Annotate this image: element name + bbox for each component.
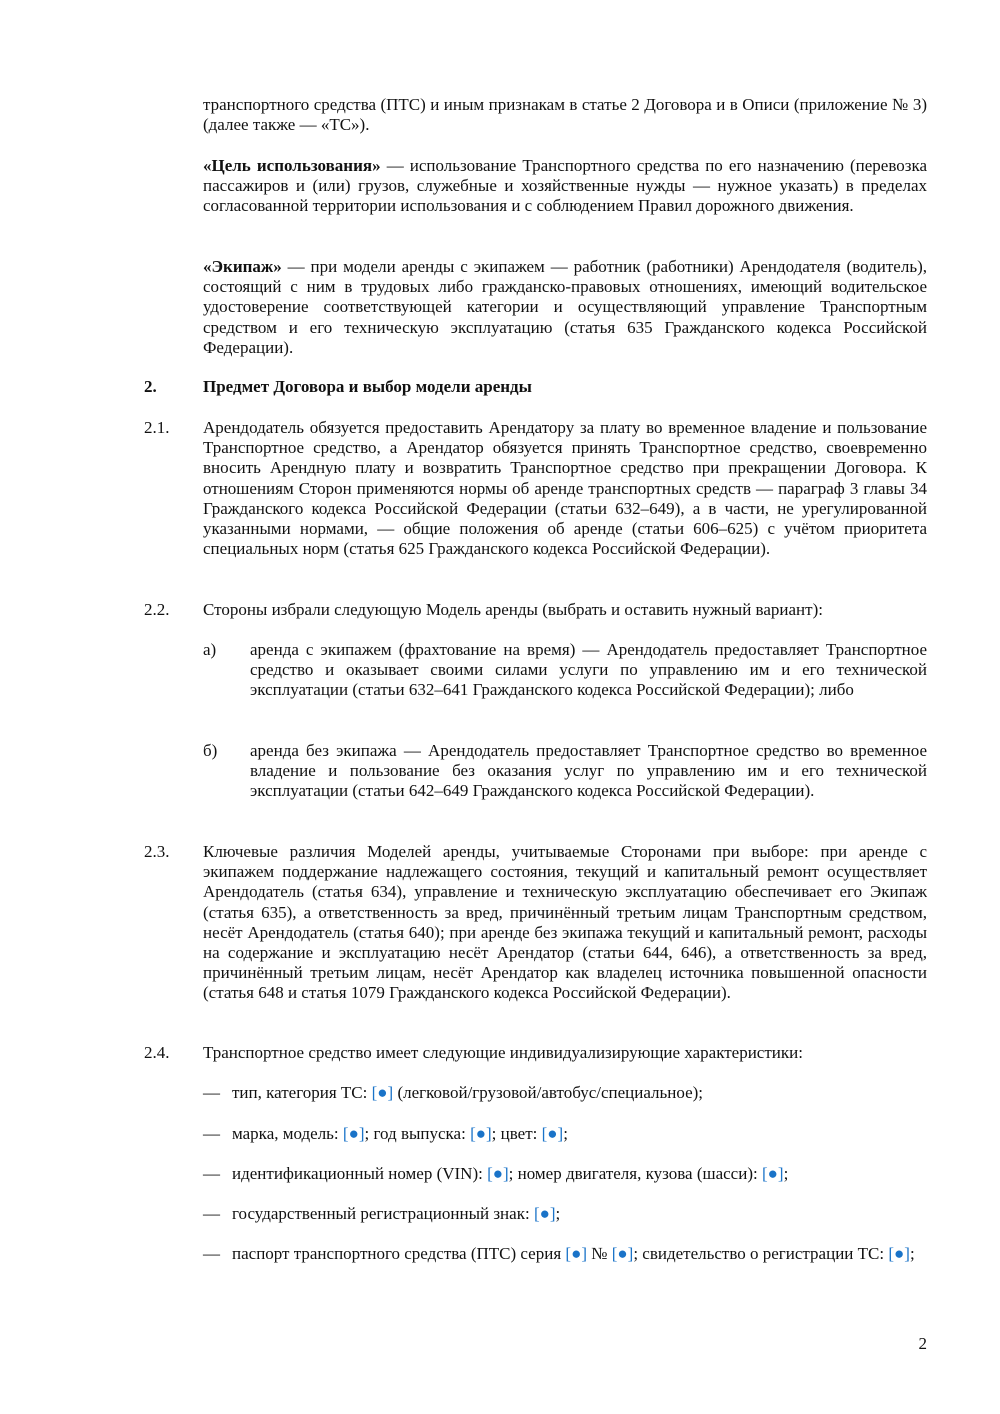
- clause-2-1: [144, 418, 927, 559]
- label: государственный регистрационный знак:: [232, 1204, 534, 1223]
- dash-marker: —: [203, 1204, 220, 1223]
- placeholder: [●]: [541, 1124, 564, 1143]
- clause-text: Арендодатель обязуется предоставить Арендатору за плату во временное владение и пользование Транспортное средство, а Арендатор обязуется принять Транспортное средство, своевременно вносить Арендную плату и возвратить Транспортное средство при прекращении Договора. К отношениям Сторон применяются нормы об аренде транспортных средств — параграф 3 главы 34 Гражданского кодекса Российской Федерации (статьи 632–649), а в части, не урегулированной указанными нормами, — общие положения об аренде (статьи 606–625) с учётом приоритета специальных норм (статья 625 Гражданского кодекса Российской Федерации).: [203, 418, 927, 559]
- crew-text: — при модели аренды с экипажем — работник (работники) Арендодателя (водитель), состоящий с ним в трудовых либо гражданско-правовых отношениях, имеющий водительское удостоверение соответствующей категории и осуществляющий управление Транспортным средством и его техническую эксплуатацию (статья 635 Гражданского кодекса Российской Федерации).: [203, 257, 927, 357]
- label: идентификационный номер (VIN):: [232, 1164, 488, 1183]
- clause-text: Транспортное средство имеет следующие индивидуализирующие характеристики:: [203, 1043, 803, 1062]
- char-type: [203, 1083, 927, 1103]
- dash-marker: —: [203, 1244, 220, 1263]
- label: ; год выпуска:: [364, 1124, 471, 1143]
- char-vin-text: [232, 1164, 927, 1184]
- label: ;: [909, 1244, 915, 1263]
- dash-marker: —: [203, 1164, 220, 1183]
- purpose-term: «Цель использования»: [203, 156, 381, 175]
- clause-number: 2.4.: [144, 1043, 170, 1062]
- label: №: [587, 1244, 612, 1263]
- label: ; цвет:: [491, 1124, 542, 1143]
- placeholder: [●]: [342, 1124, 365, 1143]
- purpose-text: — использование Транспортного средства по его назначению (перевозка пассажиров и (или) грузов, служебные и хозяйственные нужды — нужное указать) в пределах согласованной территории использования и с соблюдением Правил дорожного движения.: [203, 156, 928, 216]
- label: ; свидетельство о регистрации ТС:: [633, 1244, 889, 1263]
- clause-2-3: [144, 842, 927, 1004]
- placeholder: [●]: [888, 1244, 910, 1263]
- option-text: аренда без экипажа — Арендодатель предоставляет Транспортное средство во временное владение и пользование без оказания услуг по управлению им и его технической эксплуатации (статьи 642–649 Гражданского кодекса Российской Федерации).: [250, 741, 927, 801]
- clause-number: 2.1.: [144, 418, 170, 437]
- page-number: 2: [918, 1334, 927, 1353]
- option-a: [203, 640, 927, 701]
- char-vin: [203, 1164, 927, 1184]
- option-letter: б): [203, 741, 218, 760]
- char-type-text: [232, 1083, 927, 1103]
- placeholder: [●]: [761, 1164, 784, 1183]
- clause-text: Стороны избрали следующую Модель аренды (выбрать и оставить нужный вариант):: [203, 600, 823, 619]
- label: ;: [555, 1204, 561, 1223]
- label: (легковой/грузовой/автобус/специальное);: [393, 1083, 704, 1102]
- tc-definition-tail: транспортного средства (ПТС) и иным признакам в статье 2 Договора и в Описи (приложение № 3) (далее также — «ТС»).: [203, 95, 927, 135]
- placeholder: [●]: [487, 1164, 509, 1183]
- dash-marker: —: [203, 1083, 220, 1102]
- crew-definition: [203, 257, 927, 358]
- clause-2-4: [144, 1043, 927, 1063]
- clause-number: 2.2.: [144, 600, 170, 619]
- label: ;: [783, 1164, 789, 1183]
- label: ;: [563, 1124, 568, 1143]
- label: паспорт транспортного средства (ПТС) серия: [232, 1244, 566, 1263]
- option-letter: а): [203, 640, 217, 659]
- char-plate-text: [232, 1204, 927, 1224]
- placeholder: [●]: [371, 1083, 394, 1102]
- char-pts: [203, 1244, 927, 1264]
- dash-marker: —: [203, 1124, 220, 1143]
- clause-number: 2.3.: [144, 842, 170, 861]
- section-number: 2.: [144, 377, 157, 396]
- char-model-text: [232, 1124, 927, 1144]
- label: тип, категория ТС:: [232, 1083, 372, 1102]
- placeholder: [●]: [533, 1204, 556, 1223]
- char-pts-text: [232, 1244, 927, 1264]
- clause-text: Ключевые различия Моделей аренды, учитываемые Сторонами при выборе: при аренде с экипажем поддержание надлежащего состояния, текущий и капитальный ремонт осуществляет Арендодатель (статья 634), управление и техническую эксплуатацию обеспечивает его Экипаж (статья 635), а ответственность за вред, причинённый третьим лицам Транспортным средством, несёт Арендодатель (статья 640); при аренде без экипажа текущий и капитальный ремонт, расходы на содержание и эксплуатацию несёт Арендатор (статьи 644, 646), а ответственность за вред, причинённый третьим лицам, несёт Арендатор как владелец источника повышенной опасности (статья 648 и статья 1079 Гражданского кодекса Российской Федерации).: [203, 842, 927, 1003]
- clause-2-2: [144, 600, 927, 620]
- char-plate: [203, 1204, 927, 1224]
- purpose-definition: [203, 156, 927, 217]
- label: ; номер двигателя, кузова (шасси):: [508, 1164, 762, 1183]
- section-title: Предмет Договора и выбор модели аренды: [203, 377, 532, 396]
- placeholder: [●]: [565, 1244, 587, 1263]
- placeholder: [●]: [470, 1124, 492, 1143]
- char-model: [203, 1124, 927, 1144]
- option-b: [203, 741, 927, 802]
- option-text: аренда с экипажем (фрахтование на время) — Арендодатель предоставляет Транспортное средство и оказывает своими силами услуги по управлению им и его технической эксплуатации (статьи 632–641 Гражданского кодекса Российской Федерации); либо: [250, 640, 927, 700]
- label: марка, модель:: [232, 1124, 343, 1143]
- placeholder: [●]: [611, 1244, 634, 1263]
- crew-term: «Экипаж»: [203, 257, 282, 276]
